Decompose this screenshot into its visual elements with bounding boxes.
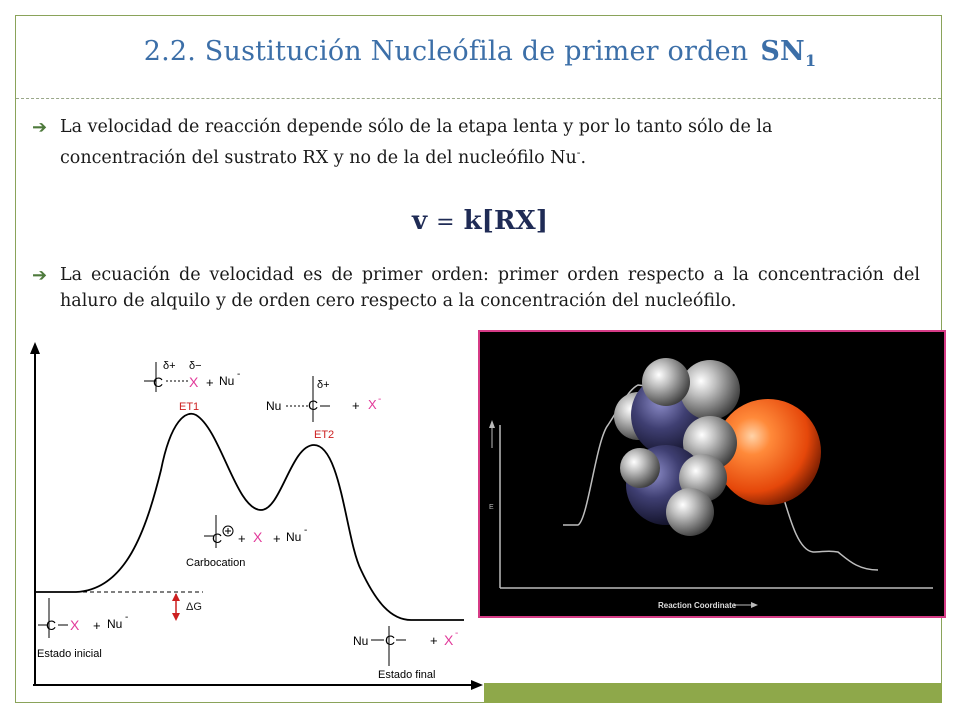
et2-structure	[266, 376, 381, 441]
x-axis-arrowhead	[471, 680, 483, 690]
energy-curve	[35, 414, 464, 620]
bullet-rate-dependence: ➔ La velocidad de reacción depende sólo de la etapa lenta y por lo tanto sólo de la concentración del sustrato RX y no de la del nucleófilo Nu-.	[32, 117, 773, 168]
et2-plus: +	[352, 398, 360, 413]
initial-state-label: Estado inicial	[37, 648, 102, 660]
initial-nucleophile: Nu	[107, 617, 123, 631]
et2-carbon: C	[308, 397, 319, 413]
arrow-right-icon: ➔	[32, 117, 48, 138]
title-main: 2.2. Sustitución Nucleófila de primer orden	[143, 36, 749, 67]
final-leaving-group: X	[444, 632, 454, 648]
arrow-right-icon: ➔	[32, 265, 48, 286]
energy-diagram	[16, 340, 486, 690]
et2-leaving-group-charge: -	[378, 394, 382, 405]
y-axis-arrowhead	[30, 342, 40, 354]
footer-accent-bar	[484, 683, 942, 703]
bullet1-superscript: -	[576, 146, 581, 159]
carbocation-leaving-group: X	[253, 529, 263, 545]
delta-g-arrowhead-up	[172, 593, 180, 601]
et1-nucleophile: Nu	[219, 374, 235, 388]
et1-leaving-group: X	[189, 374, 199, 390]
slide-title	[0, 36, 960, 70]
animation-x-label: Reaction Coordinate	[658, 601, 737, 610]
delta-g-arrowhead-down	[172, 613, 180, 621]
final-plus: +	[430, 633, 438, 648]
bullet-first-order	[32, 262, 920, 314]
et1-delta-plus: δ+	[163, 360, 176, 372]
bullet2-text: La ecuación de velocidad es de primer orden: primer orden respecto a la concentración del haluro de alquilo y de orden cero respecto a la concentración del nucleófilo.	[60, 265, 920, 311]
bullet1-line1: La velocidad de reacción depende sólo de la etapa lenta y por lo tanto sólo de la	[60, 117, 773, 137]
final-leaving-group-charge: -	[455, 628, 459, 639]
final-nucleophile: Nu	[353, 634, 369, 648]
final-state-label: Estado final	[378, 669, 436, 681]
carbocation-label: Carbocation	[186, 557, 246, 569]
et1-nucleophile-charge: -	[237, 369, 241, 380]
et2-delta-plus: δ+	[317, 379, 330, 391]
et1-plus: +	[206, 375, 214, 390]
et1-structure	[144, 360, 240, 413]
delta-g-label: ΔG	[186, 601, 202, 613]
carbocation-structure	[186, 515, 307, 569]
initial-plus: +	[93, 618, 101, 633]
initial-nucleophile-charge: -	[125, 612, 129, 623]
animation-y-label: E	[489, 504, 494, 511]
equation-equals: =	[436, 210, 455, 235]
title-sn: $SN_1$	[760, 36, 817, 70]
title-divider	[16, 98, 941, 99]
title-sn-subscript: 1	[804, 51, 817, 70]
initial-carbon: C	[46, 617, 57, 633]
sn1-animation-panel	[478, 330, 946, 618]
final-state-structure	[353, 626, 458, 681]
carbocation-nucleophile-charge: -	[304, 525, 308, 536]
carbocation-nucleophile: Nu	[286, 530, 302, 544]
initial-leaving-group: X	[70, 617, 80, 633]
et2-label: ET2	[314, 429, 335, 441]
et2-leaving-group: X	[368, 397, 377, 412]
et1-carbon: C	[153, 374, 164, 390]
rate-equation	[0, 206, 960, 236]
equation-rhs: k[RX]	[463, 206, 549, 236]
et1-label: ET1	[179, 401, 200, 413]
et1-delta-minus: δ−	[189, 360, 202, 372]
final-carbon: C	[385, 632, 396, 648]
bullet1-line2: concentración del sustrato RX y no de la del nucleófilo Nu	[60, 147, 577, 168]
carbocation-plus1: +	[238, 531, 246, 546]
equation-lhs: v	[411, 206, 428, 236]
et2-nucleophile: Nu	[266, 399, 282, 413]
carbocation-plus2: +	[273, 531, 281, 546]
initial-state-structure	[37, 598, 128, 660]
carbocation-carbon: C	[212, 530, 223, 546]
